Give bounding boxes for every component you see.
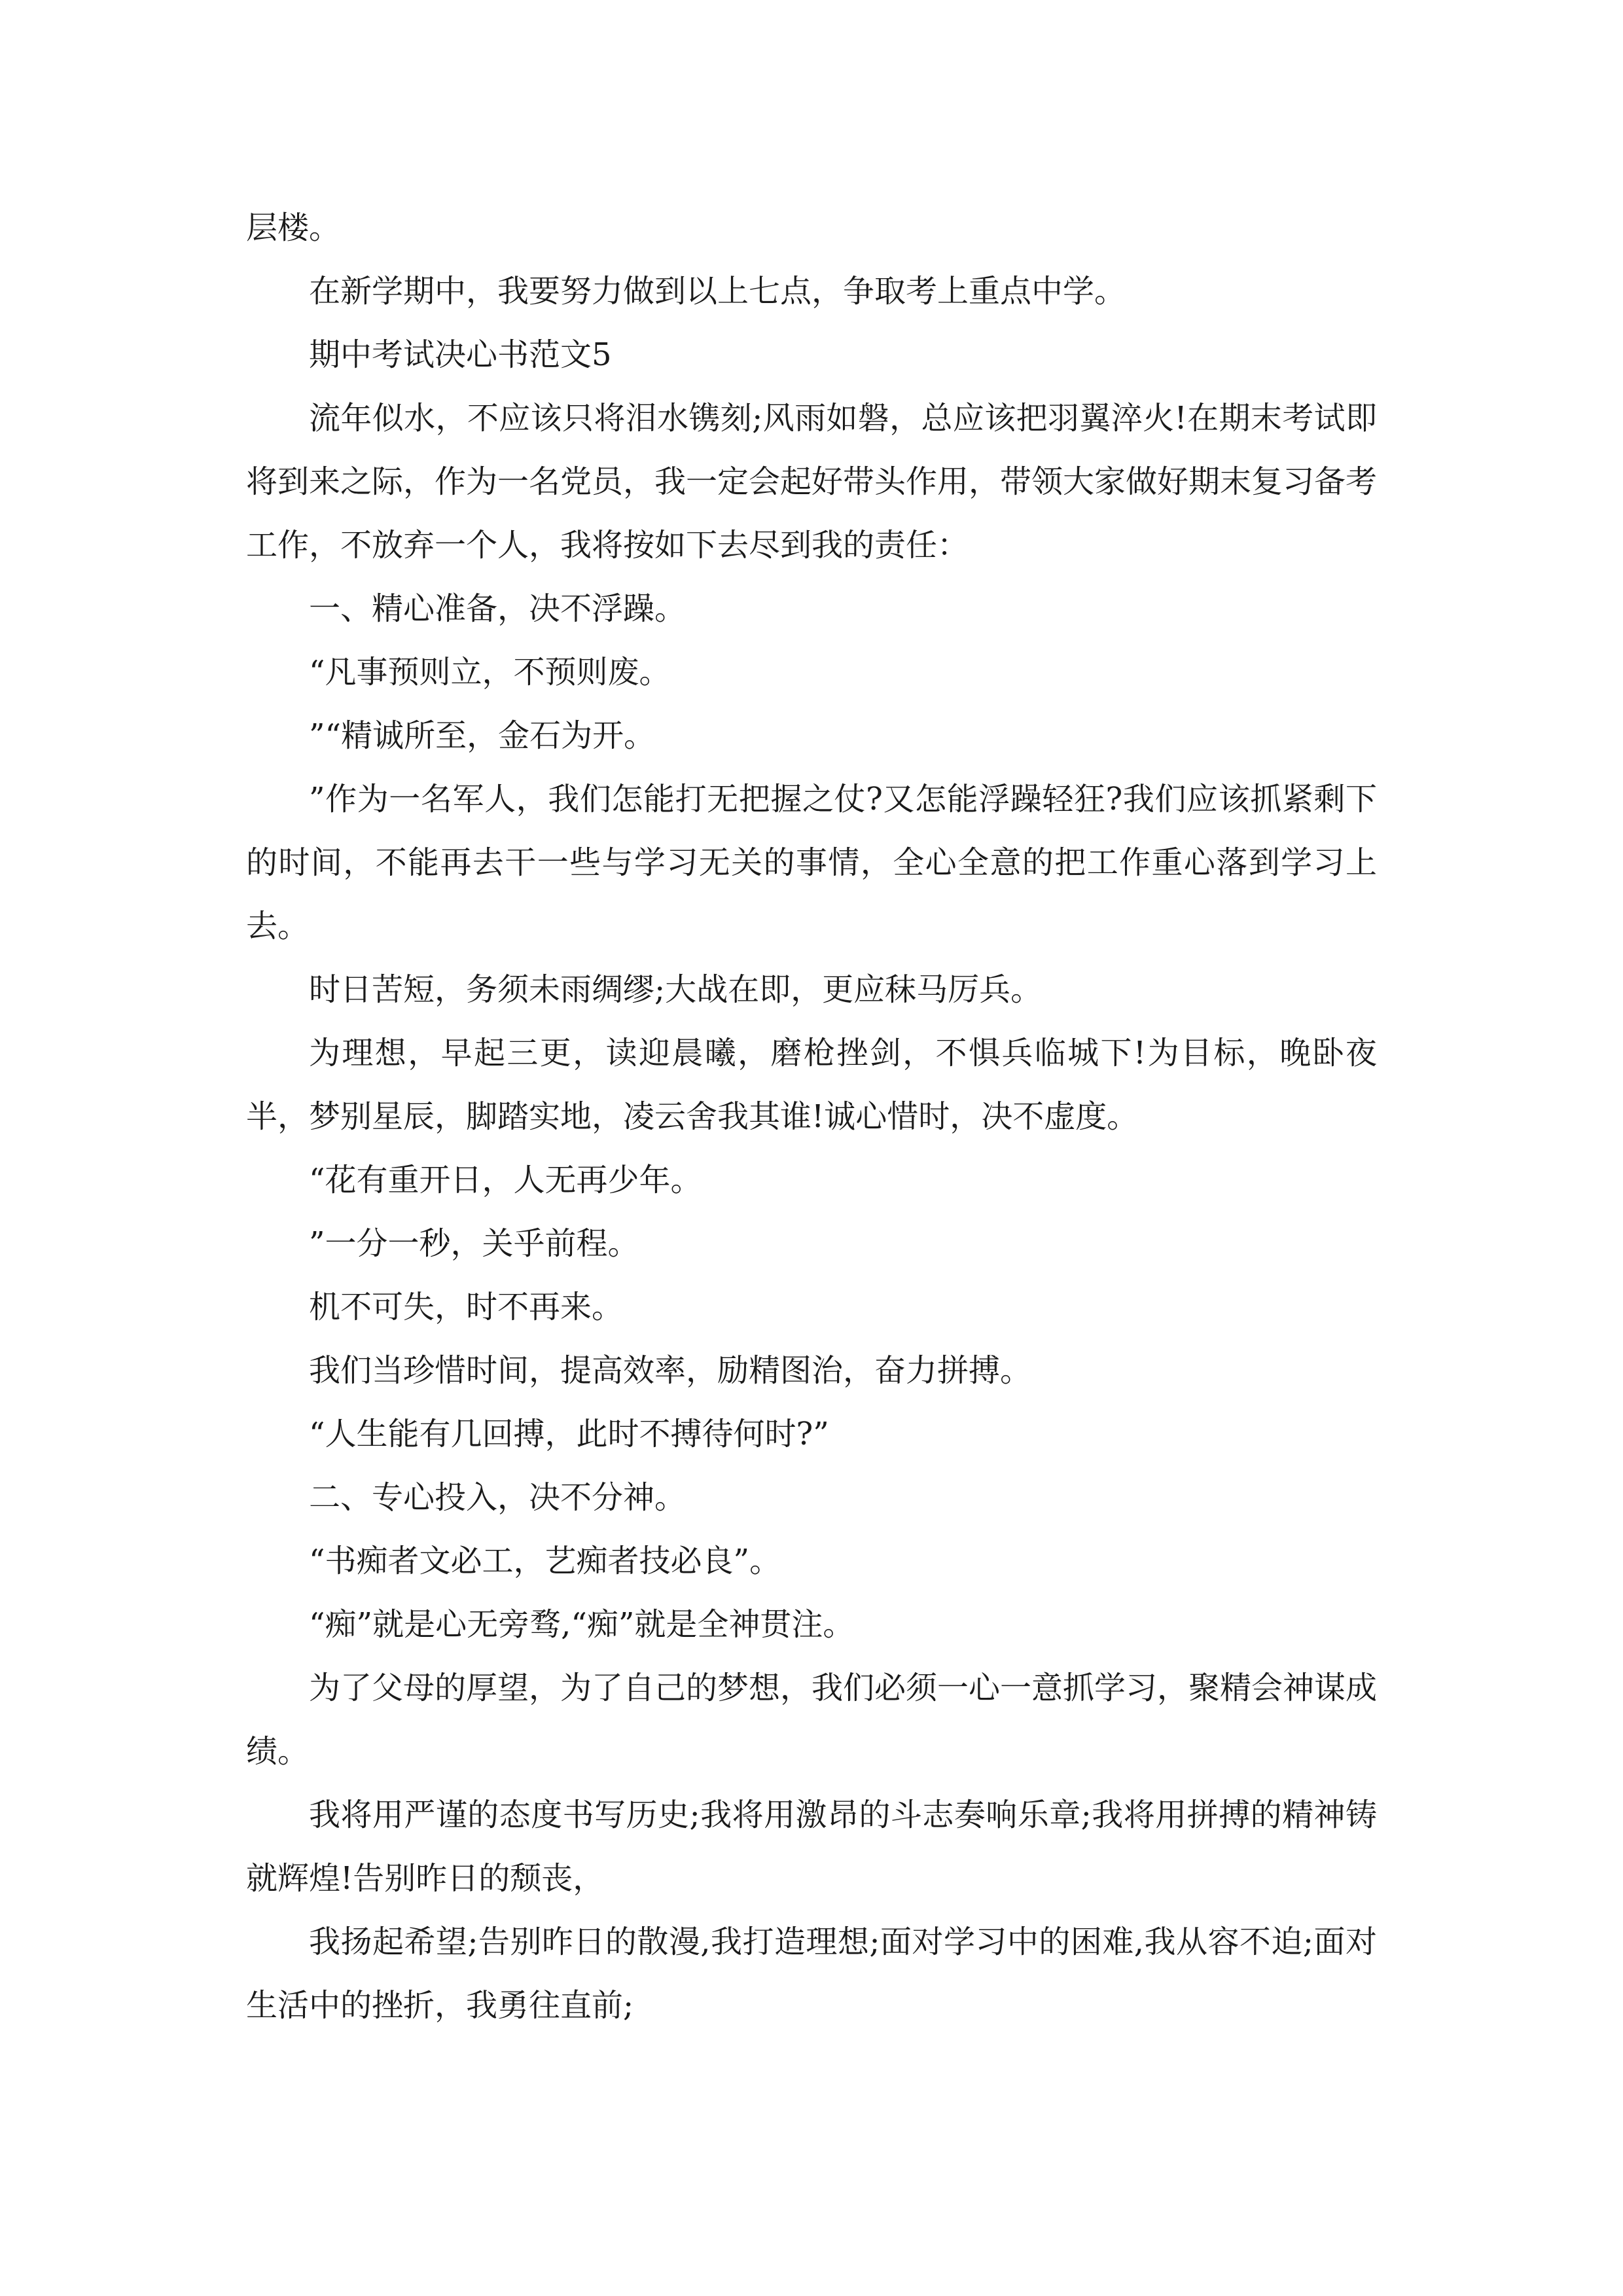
heading-point-one: 一、精心准备，决不浮躁。: [309, 590, 687, 627]
paragraph: “人生能有几回搏，此时不搏待何时?”: [309, 1416, 829, 1452]
paragraph: 流年似水，不应该只将泪水镌刻;风雨如磐，总应该把羽翼淬火!在期末考试即将到来之际，作为一名党员，我一定会起好带头作用，带领大家做好期末复习备考工作，不放弃一个人，我将按如下去尽到我的责任：: [246, 400, 1378, 564]
section-title: 期中考试决心书范文5: [309, 336, 612, 373]
paragraph: “凡事预则立，不预则废。: [309, 654, 671, 691]
paragraph: 层楼。: [246, 209, 341, 246]
heading-point-two: 二、专心投入，决不分神。: [309, 1479, 687, 1516]
paragraph: “痴”就是心无旁骛,“痴”就是全神贯注。: [309, 1606, 855, 1643]
paragraph: ”一分一秒，关乎前程。: [309, 1225, 639, 1262]
paragraph: 机不可失，时不再来。: [309, 1289, 624, 1325]
paragraph: ”作为一名军人，我们怎能打无把握之仗?又怎能浮躁轻狂?我们应该抓紧剩下的时间，不能再去干一些与学习无关的事情，全心全意的把工作重心落到学习上去。: [246, 781, 1377, 944]
document-body: [246, 196, 1377, 2037]
paragraph: “书痴者文必工，艺痴者技必良”。: [309, 1543, 781, 1579]
paragraph: 时日苦短，务须未雨绸缪;大战在即，更应秣马厉兵。: [309, 971, 1043, 1008]
paragraph: 为了父母的厚望，为了自己的梦想，我们必须一心一意抓学习，聚精会神谋成绩。: [246, 1670, 1378, 1770]
paragraph: 我将用严谨的态度书写历史;我将用激昂的斗志奏响乐章;我将用拼搏的精神铸就辉煌!告别昨日的颓丧，: [246, 1797, 1377, 1897]
paragraph: 在新学期中，我要努力做到以上七点，争取考上重点中学。: [309, 273, 1126, 310]
paragraph: 我扬起希望;告别昨日的散漫,我打造理想;面对学习中的困难,我从容不迫;面对生活中的挫折，我勇往直前;: [246, 1924, 1377, 2024]
paragraph: ”“精诚所至，金石为开。: [309, 717, 656, 754]
paragraph: “花有重开日，人无再少年。: [309, 1162, 702, 1198]
paragraph: 为理想，早起三更，读迎晨曦，磨枪挫剑，不惧兵临城下!为目标，晚卧夜半，梦别星辰，脚踏实地，凌云舍我其谁!诚心惜时，决不虚度。: [246, 1035, 1377, 1135]
paragraph: 我们当珍惜时间，提高效率，励精图治，奋力拼搏。: [309, 1352, 1032, 1389]
